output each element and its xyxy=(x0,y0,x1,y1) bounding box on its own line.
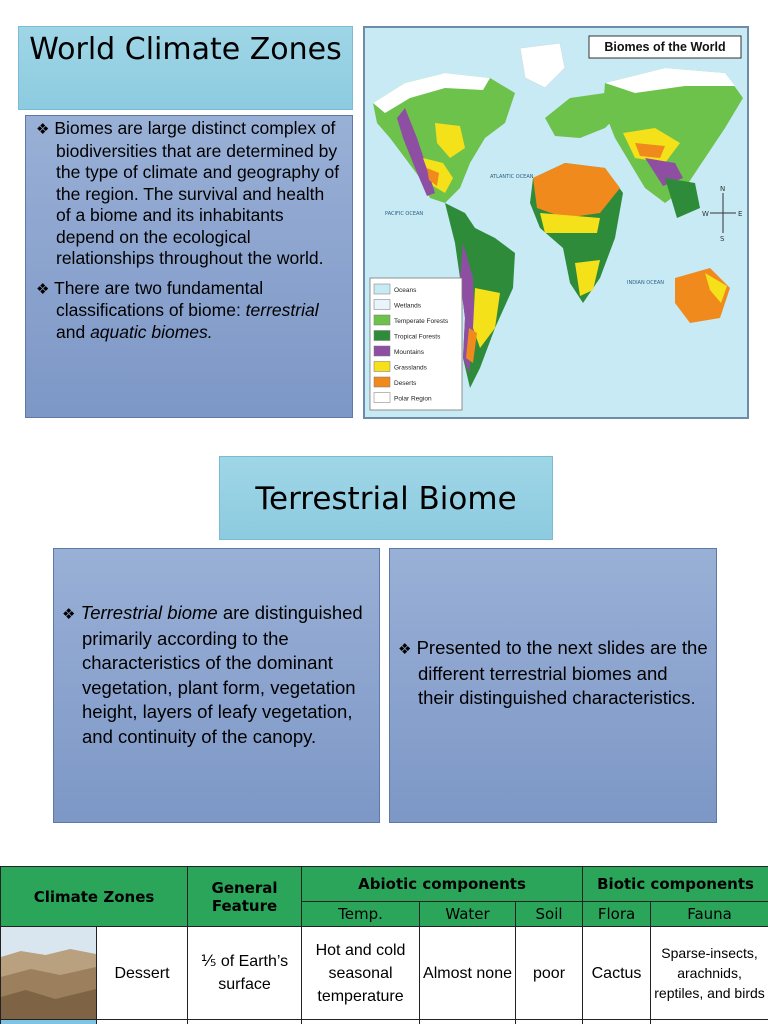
terrestrial-definition-text xyxy=(62,601,373,749)
general-feature-header: General Feature xyxy=(188,867,302,927)
legend-label: Wetlands xyxy=(394,302,421,310)
biome-intro-box xyxy=(25,115,353,418)
terrestrial-biome-term: Terrestrial biome xyxy=(80,602,218,623)
desert-image-cell xyxy=(1,927,97,1020)
svg-text:N: N xyxy=(720,185,726,193)
soil-cell: poor xyxy=(516,927,583,1020)
map-legend xyxy=(370,278,462,410)
diamond-bullet-icon: ❖ xyxy=(36,279,50,298)
compass-icon xyxy=(702,185,742,243)
world-climate-zones-title: World Climate Zones xyxy=(18,26,353,110)
intro-bullet-2 xyxy=(36,278,342,344)
biomes-world-map xyxy=(363,26,749,419)
diamond-bullet-icon: ❖ xyxy=(398,640,412,658)
legend-swatch xyxy=(374,346,390,356)
terrestrial-biome-title: Terrestrial Biome xyxy=(219,456,553,540)
temp-header: Temp. xyxy=(302,902,420,927)
climate-zones-header: Climate Zones xyxy=(1,867,188,927)
biotic-components-header: Biotic components xyxy=(583,867,768,902)
map-title: Biomes of the World xyxy=(604,40,726,54)
legend-label: Tropical Forests xyxy=(394,333,441,341)
legend-swatch xyxy=(374,284,390,294)
next-image-cell xyxy=(1,1020,97,1024)
water-cell: Almost none xyxy=(420,927,516,1020)
water-header: Water xyxy=(420,902,516,927)
soil-header: Soil xyxy=(516,902,583,927)
legend-label: Temperate Forests xyxy=(394,318,449,325)
flora-cell: Cactus xyxy=(583,927,651,1020)
legend-label: Grasslands xyxy=(394,364,427,372)
svg-text:S: S xyxy=(720,235,725,243)
feature-cell: ⅕ of Earth’s surface xyxy=(188,927,302,1020)
zone-cell: Dessert xyxy=(97,927,188,1020)
intro-bullet-1 xyxy=(36,118,342,270)
legend-swatch xyxy=(374,393,390,403)
temp-cell: Hot and cold seasonal temperature xyxy=(302,927,420,1020)
abiotic-components-header: Abiotic components xyxy=(302,867,583,902)
pacific-ocean-label: PACIFIC OCEAN xyxy=(385,211,424,217)
fauna-cell: Sparse-insects, arachnids, reptiles, and birds xyxy=(651,927,768,1020)
legend-label: Oceans xyxy=(394,287,417,294)
climate-zones-table xyxy=(0,866,768,1024)
terrestrial-definition-box xyxy=(53,548,380,823)
next-slides-body: Presented to the next slides are the different terrestrial biomes and their distinguished characteristics. xyxy=(416,637,708,708)
diamond-bullet-icon: ❖ xyxy=(62,605,76,623)
svg-text:W: W xyxy=(702,210,709,218)
world-map-illustration xyxy=(365,28,747,417)
table-row-partial xyxy=(1,1020,768,1024)
desert-landscape-image xyxy=(1,927,96,1019)
next-slides-box xyxy=(389,548,717,823)
intro-bullet-2-connector: and xyxy=(56,321,91,342)
indian-ocean-label: INDIAN OCEAN xyxy=(627,280,665,286)
legend-swatch xyxy=(374,315,390,325)
legend-swatch xyxy=(374,377,390,387)
next-slides-text xyxy=(398,636,708,711)
legend-swatch xyxy=(374,362,390,372)
intro-bullet-1-text: Biomes are large distinct complex of biodiversities that are determined by the type of climate and geography of the region. The survival and health of a biome and its inhabitants depend on the ecological relationships throughout the world. xyxy=(54,118,340,268)
legend-swatch xyxy=(374,331,390,341)
svg-text:E: E xyxy=(738,210,743,218)
intro-bullet-2-text: There are two fundamental classifications of biome: xyxy=(54,277,264,320)
legend-label: Mountains xyxy=(394,349,424,356)
diamond-bullet-icon: ❖ xyxy=(36,120,50,138)
table-row xyxy=(1,927,768,1020)
atlantic-ocean-label: ATLANTIC OCEAN xyxy=(490,174,534,180)
legend-label: Deserts xyxy=(394,380,417,387)
legend-label: Polar Region xyxy=(394,395,432,403)
flora-header: Flora xyxy=(583,902,651,927)
terrestrial-term: terrestrial xyxy=(245,300,319,320)
legend-swatch xyxy=(374,300,390,310)
fauna-header: Fauna xyxy=(651,902,768,927)
aquatic-term: aquatic biomes. xyxy=(90,321,213,342)
terrestrial-definition-body: are distinguished primarily according to the characteristics of the dominant vegetation, plant form, vegetation height, layers of leafy vegetation, and continuity of the canopy. xyxy=(82,602,363,747)
